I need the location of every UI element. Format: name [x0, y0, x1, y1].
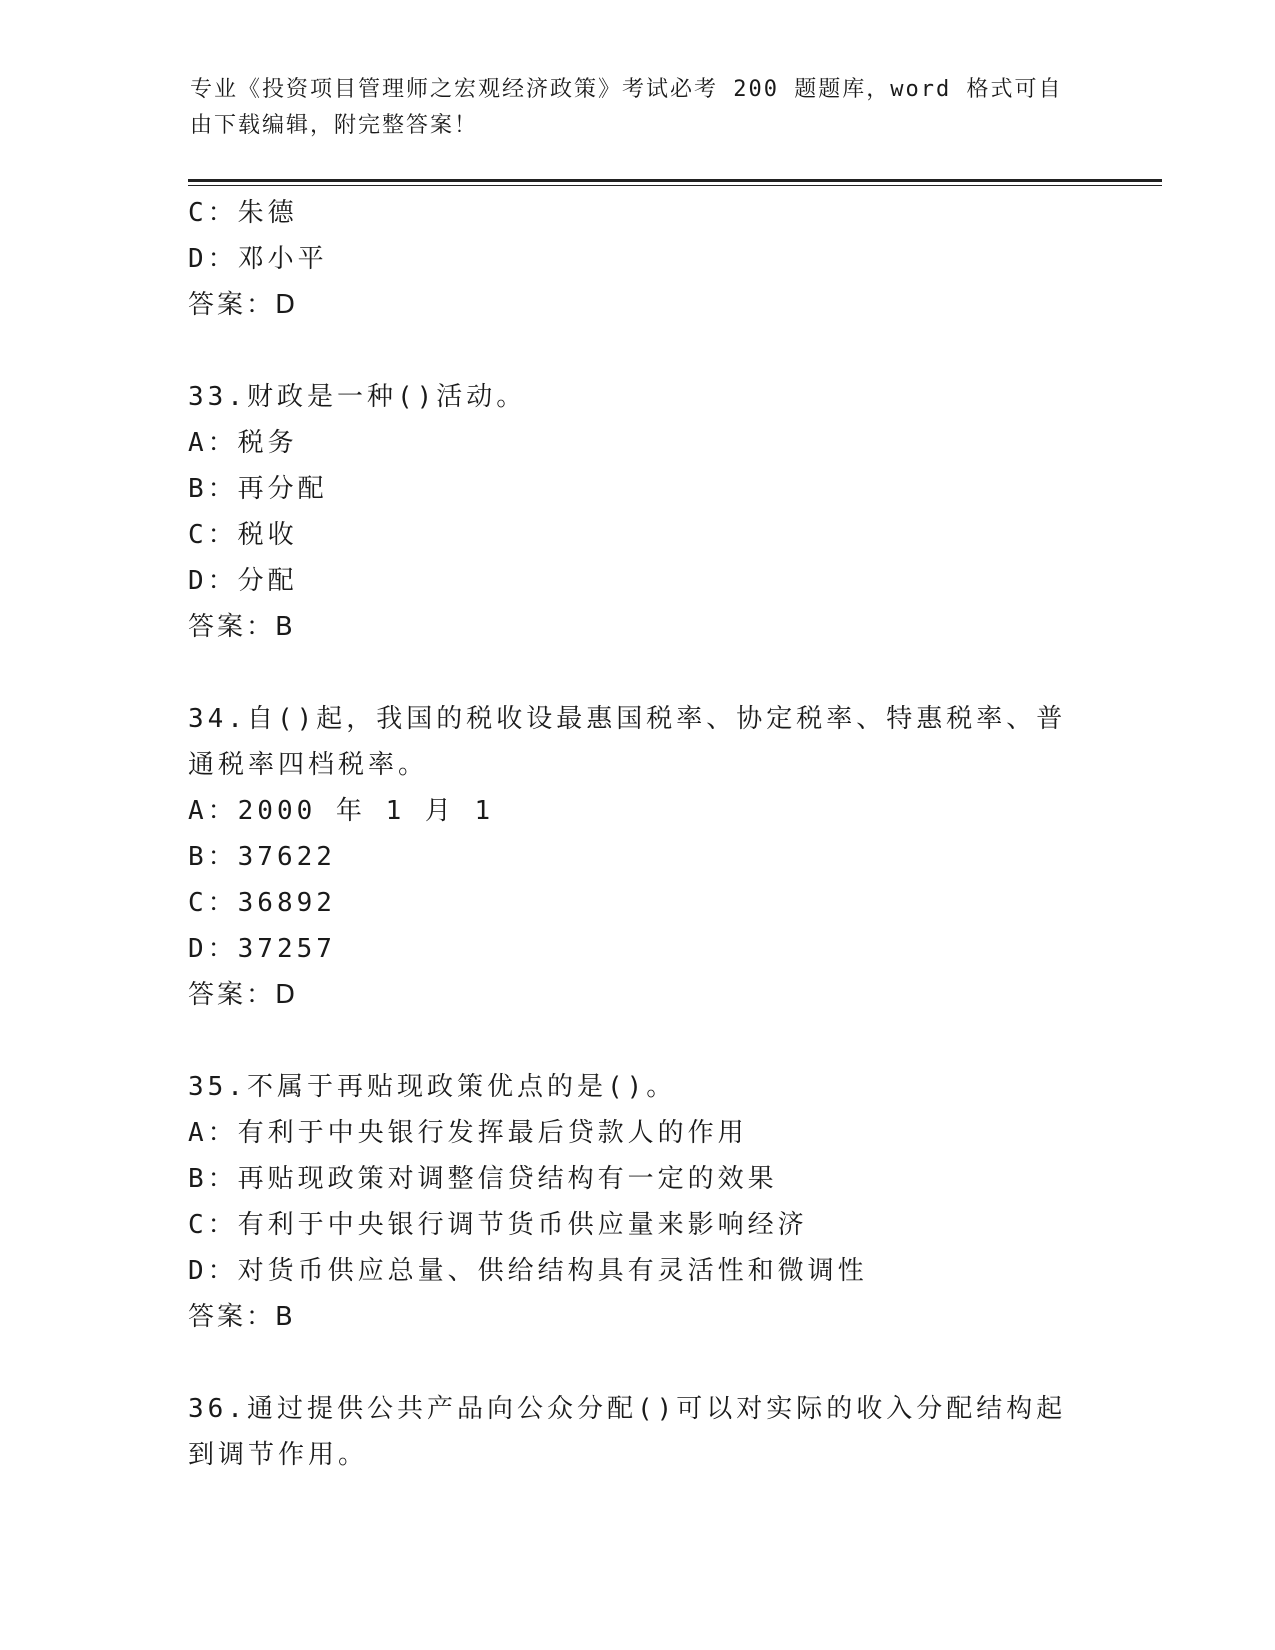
question-stem: 33.财政是一种()活动。 [188, 382, 527, 412]
answer-line: 答案：D [188, 980, 299, 1010]
answer-line: 答案：B [188, 612, 296, 642]
option-a: A：2000 年 1 月 1 [188, 796, 495, 826]
option-a: A：有利于中央银行发挥最后贷款人的作用 [188, 1118, 748, 1148]
answer-line: 答案：D [188, 290, 299, 320]
document-header: 专业《投资项目管理师之宏观经济政策》考试必考 200 题题库，word 格式可自由下载编辑，附完整答案！ [190, 77, 1063, 138]
option-a: A：税务 [188, 428, 298, 458]
answer-line: 答案：B [188, 1302, 296, 1332]
spacer [188, 1018, 1088, 1064]
header-divider-thick [188, 179, 1162, 182]
spacer [188, 328, 1088, 374]
spacer [188, 650, 1088, 696]
question-stem: 35.不属于再贴现政策优点的是()。 [188, 1072, 677, 1102]
question-list [188, 190, 1088, 1478]
header-divider-thin [188, 185, 1162, 186]
option-c: C：税收 [188, 520, 298, 550]
option-d: D：37257 [188, 934, 336, 964]
option-d: D：对货币供应总量、供给结构具有灵活性和微调性 [188, 1256, 868, 1286]
option-b: B：再分配 [188, 474, 328, 504]
spacer [188, 1340, 1088, 1386]
question-stem: 34.自()起，我国的税收设最惠国税率、协定税率、特惠税率、普通税率四档税率。 [188, 704, 1067, 780]
option-d: D：分配 [188, 566, 298, 596]
option-d: D：邓小平 [188, 244, 328, 274]
option-b: B：37622 [188, 842, 336, 872]
question-stem: 36.通过提供公共产品向公众分配()可以对实际的收入分配结构起到调节作用。 [188, 1394, 1067, 1470]
option-c: C：朱德 [188, 198, 298, 228]
option-c: C：有利于中央银行调节货币供应量来影响经济 [188, 1210, 808, 1240]
option-c: C：36892 [188, 888, 336, 918]
option-b: B：再贴现政策对调整信贷结构有一定的效果 [188, 1164, 778, 1194]
